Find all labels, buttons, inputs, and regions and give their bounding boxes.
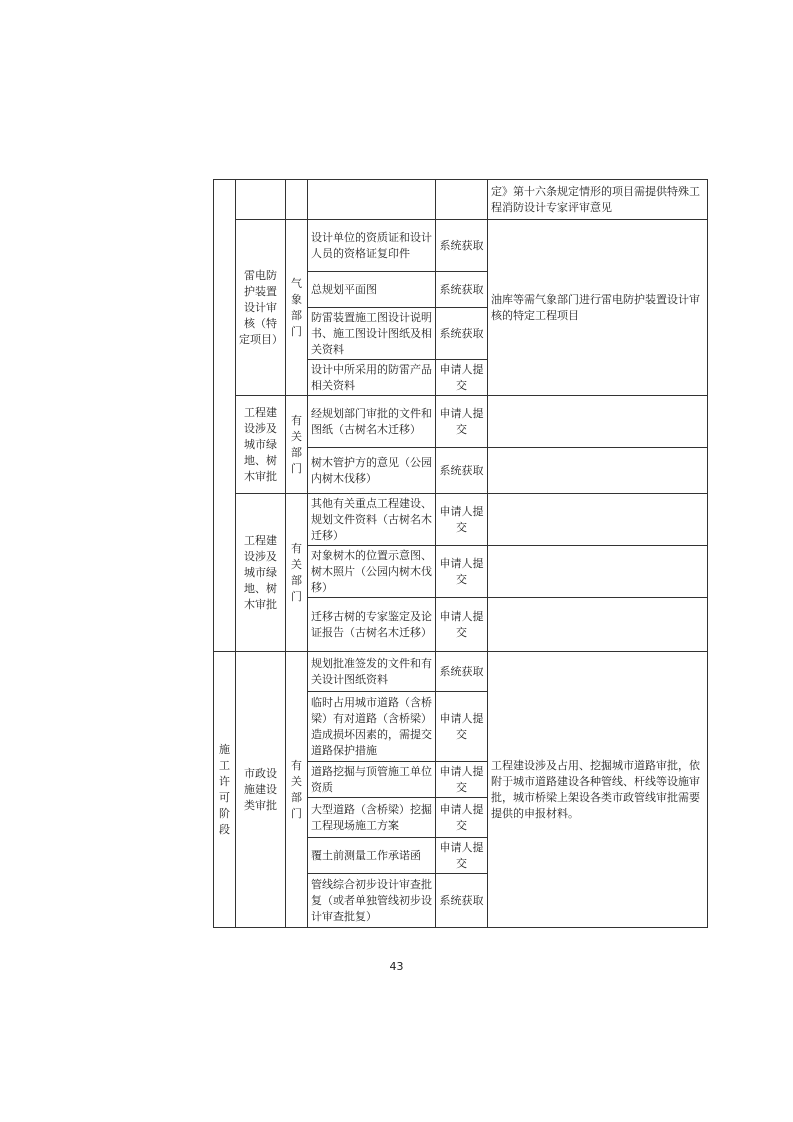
material-cell: 道路挖掘与顶管施工单位资质 bbox=[308, 762, 436, 798]
material-cell: 迁移古树的专家鉴定及论证报告（古树名木迁移） bbox=[308, 598, 436, 652]
item-cell: 市政设施建设类审批 bbox=[236, 652, 286, 928]
material-cell: 设计中所采用的防雷产品相关资料 bbox=[308, 360, 436, 396]
material-cell: 经规划部门审批的文件和图纸（古树名木迁移） bbox=[308, 396, 436, 448]
material-cell: 对象树木的位置示意图、树木照片（公园内树木伐移） bbox=[308, 546, 436, 598]
material-cell: 防雷装置施工图设计说明书、施工图设计图纸及相关资料 bbox=[308, 308, 436, 360]
table-row bbox=[214, 494, 708, 546]
table-row bbox=[214, 220, 708, 272]
source-cell: 申请人提交 bbox=[436, 838, 488, 874]
note-cell: 油库等需气象部门进行雷电防护装置设计审核的特定工程项目 bbox=[488, 220, 708, 396]
dept-cell: 气 象 部 门 bbox=[286, 220, 308, 396]
source-cell: 申请人提交 bbox=[436, 494, 488, 546]
source-cell: 申请人提交 bbox=[436, 360, 488, 396]
dept-cell: 有 关 部 门 bbox=[286, 494, 308, 652]
material-cell: 大型道路（含桥梁）挖掘工程现场施工方案 bbox=[308, 798, 436, 838]
note-cell: 工程建设涉及占用、挖掘城市道路审批，依附于城市道路建设各种管线、杆线等设施审批，城市桥梁上架设各类市政管线审批需要提供的申报材料。 bbox=[488, 652, 708, 928]
material-cell: 设计单位的资质证和设计人员的资格证复印件 bbox=[308, 220, 436, 272]
source-cell: 申请人提交 bbox=[436, 692, 488, 762]
source-cell: 申请人提交 bbox=[436, 798, 488, 838]
material-cell: 临时占用城市道路（含桥梁）有对道路（含桥梁）造成损坏因素的，需提交道路保护措施 bbox=[308, 692, 436, 762]
source-cell: 申请人提交 bbox=[436, 396, 488, 448]
source-cell: 申请人提交 bbox=[436, 598, 488, 652]
item-cell: 雷电防护装置设计审核（特定项目） bbox=[236, 220, 286, 396]
source-cell: 系统获取 bbox=[436, 652, 488, 692]
material-cell: 覆土前测量工作承诺函 bbox=[308, 838, 436, 874]
table-row bbox=[214, 180, 708, 220]
dept-cell: 有 关 部 门 bbox=[286, 396, 308, 494]
material-cell: 其他有关重点工程建设、规划文件资料（古树名木迁移） bbox=[308, 494, 436, 546]
item-cell: 工程建设涉及城市绿地、树木审批 bbox=[236, 396, 286, 494]
source-cell: 系统获取 bbox=[436, 272, 488, 308]
material-cell: 管线综合初步设计审查批复（或者单独管线初步设计审查批复） bbox=[308, 874, 436, 928]
source-cell: 申请人提交 bbox=[436, 762, 488, 798]
approval-materials-table bbox=[213, 179, 708, 928]
table-row bbox=[214, 652, 708, 692]
page-number: 43 bbox=[389, 960, 404, 973]
material-cell: 总规划平面图 bbox=[308, 272, 436, 308]
source-cell: 系统获取 bbox=[436, 308, 488, 360]
stage-cell-empty bbox=[214, 180, 236, 652]
item-cell: 工程建设涉及城市绿地、树木审批 bbox=[236, 494, 286, 652]
source-cell: 系统获取 bbox=[436, 220, 488, 272]
note-cell: 定》第十六条规定情形的项目需提供特殊工程消防设计专家评审意见 bbox=[488, 180, 708, 220]
source-cell: 申请人提交 bbox=[436, 546, 488, 598]
source-cell: 系统获取 bbox=[436, 448, 488, 494]
stage-cell: 施 工 许 可 阶 段 bbox=[214, 652, 236, 928]
dept-cell: 有 关 部 门 bbox=[286, 652, 308, 928]
table-row bbox=[214, 396, 708, 448]
source-cell: 系统获取 bbox=[436, 874, 488, 928]
material-cell: 树木管护方的意见（公园内树木伐移） bbox=[308, 448, 436, 494]
material-cell: 规划批准签发的文件和有关设计图纸资料 bbox=[308, 652, 436, 692]
